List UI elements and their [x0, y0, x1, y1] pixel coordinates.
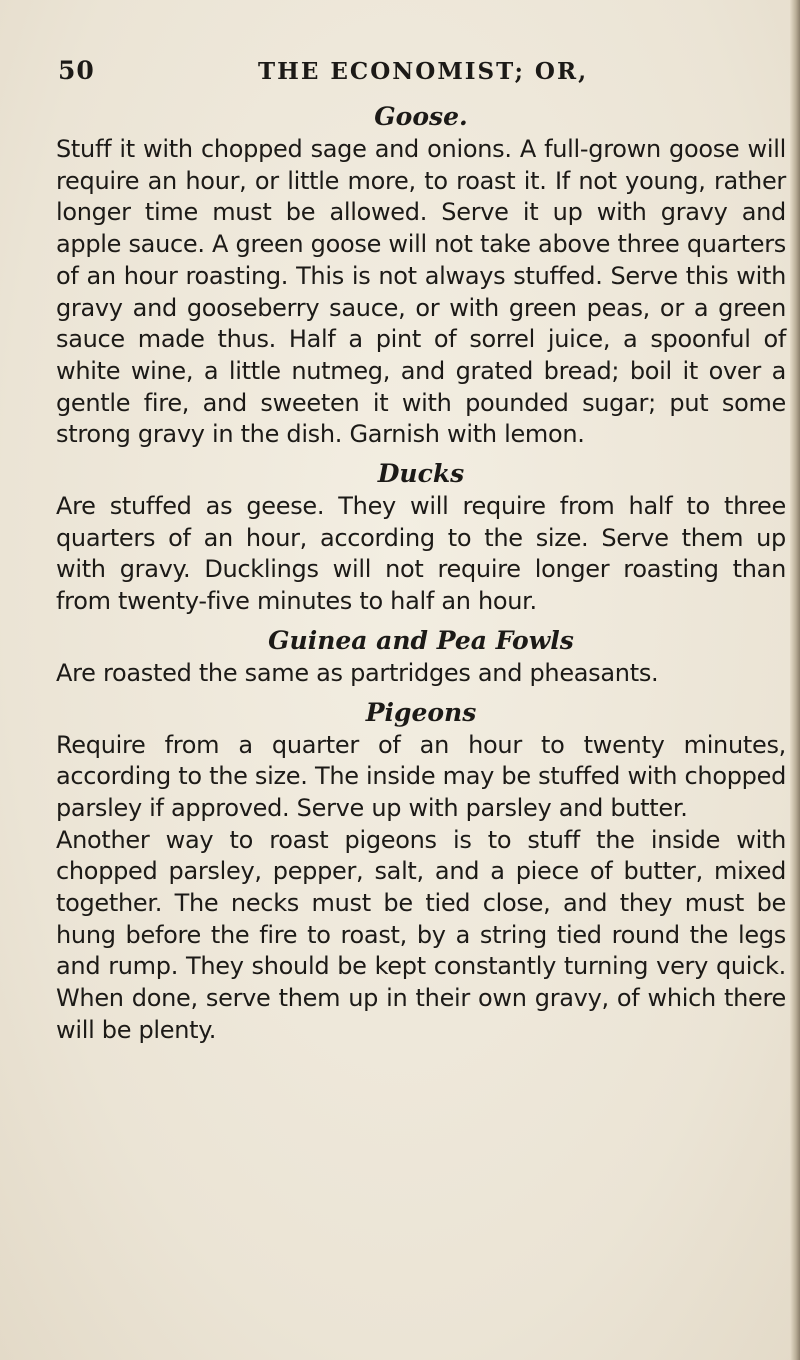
- page-content: [56, 100, 786, 1047]
- section-pigeons: [56, 696, 786, 1047]
- paragraph-ducks: Are stuffed as geese. They will require from half to three quarters of an hour, according to the size. Serve them up with gravy. Ducklings will not require longer roasting than from twenty-five minutes to half an hour.: [56, 492, 786, 616]
- paragraph-pigeons-1: Require from a quarter of an hour to twenty minutes, according to the size. The inside may be stuffed with chopped parsley if approved. Serve up with parsley and butter.: [56, 730, 786, 822]
- section-title-ducks: Ducks: [377, 459, 465, 489]
- section-goose: [56, 100, 786, 451]
- section-title-guinea-pea-fowls: Guinea and Pea Fowls: [268, 625, 574, 655]
- page-edge: [790, 0, 800, 1360]
- section-ducks: [56, 457, 786, 618]
- section-title-goose: Goose.: [374, 102, 468, 131]
- paragraph-goose: Stuff it with chopped sage and onions. A full-grown goose will require an hour, or little more, to roast it. If not young, rather longer time must be allowed. Serve it up with gravy and apple sauce. A green goose will not take above three quarters of an hour roasting. This is not always stuffed. Serve this with gravy and gooseberry sauce, or with green peas, or a green sauce made thus. Half a pint of sorrel juice, a spoonful of white wine, a little nutmeg, and grated bread; boil it over a gentle fire, and sweeten it with pounded sugar; put some strong gravy in the dish. Garnish with lemon.: [56, 135, 786, 449]
- section-guinea-pea-fowls: [56, 624, 786, 690]
- page-number: 50: [58, 56, 95, 85]
- section-title-pigeons: Pigeons: [365, 697, 477, 727]
- page-header: [58, 56, 778, 96]
- paragraph-guinea-pea-fowls: Are roasted the same as partridges and pheasants.: [56, 658, 659, 687]
- running-head: THE ECONOMIST; OR,: [258, 58, 589, 85]
- paragraph-pigeons-2: Another way to roast pigeons is to stuff the inside with chopped parsley, pepper, salt, and a piece of butter, mixed together. The necks must be tied close, and they must be hung before the fire to roast, by a string tied round the legs and rump. They should be kept constantly turning very quick. When done, serve them up in their own gravy, of which there will be plenty.: [56, 825, 786, 1044]
